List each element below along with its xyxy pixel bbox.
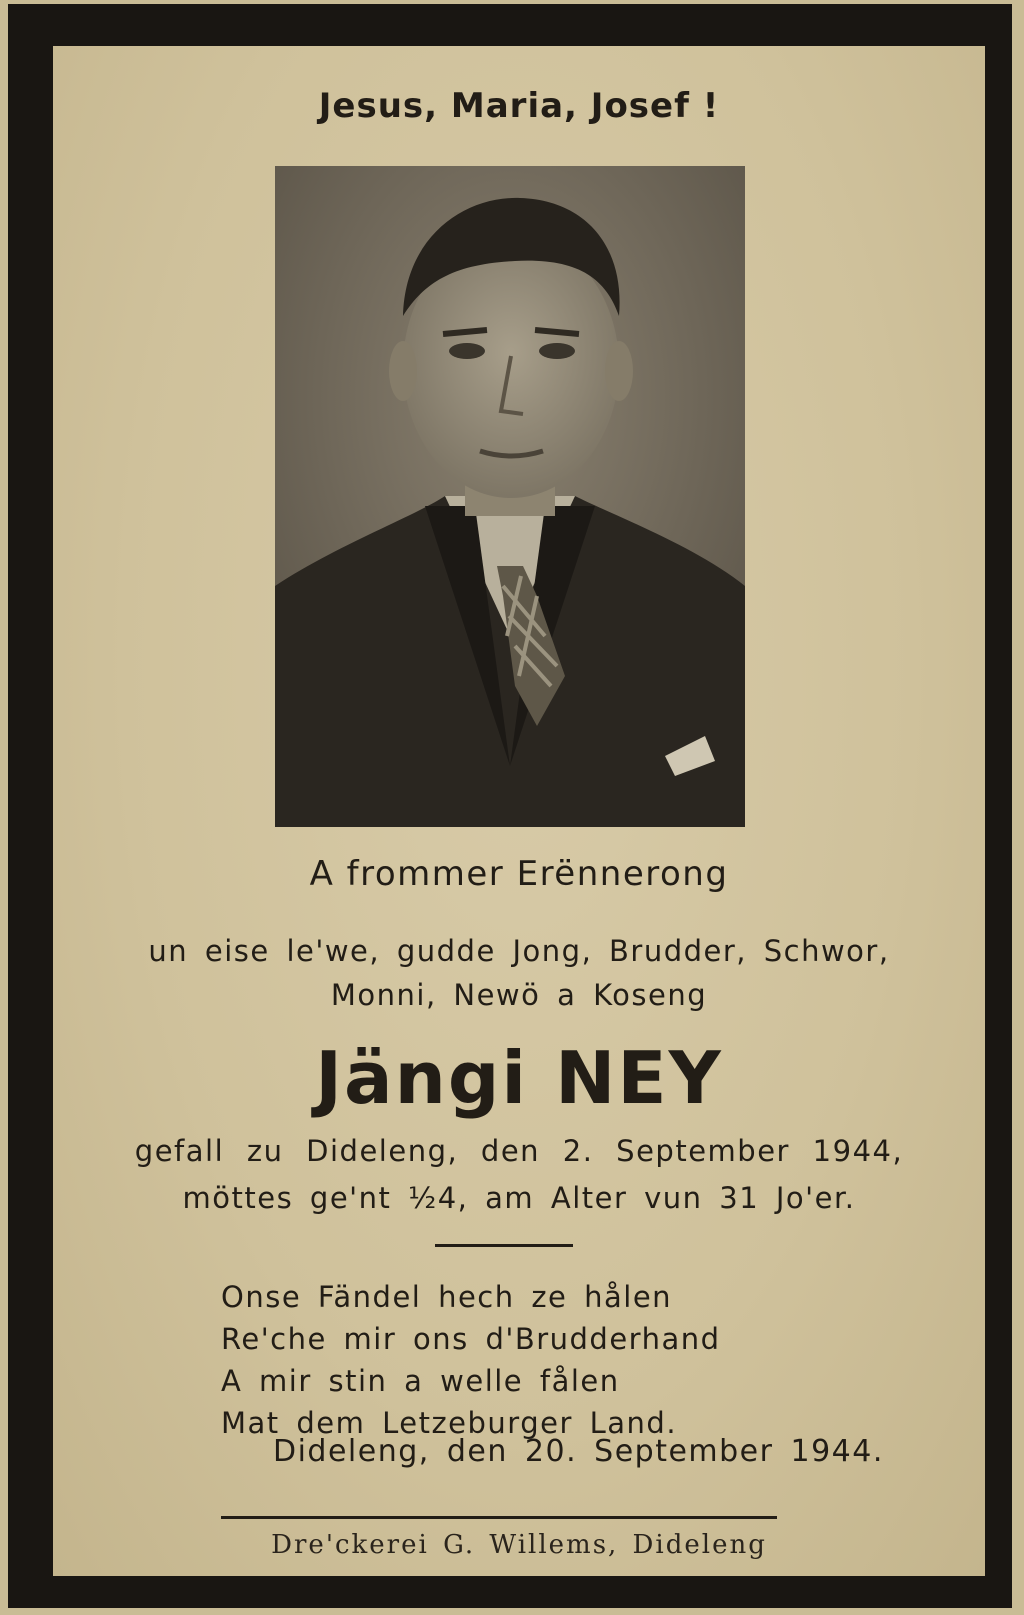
poem — [221, 1276, 721, 1444]
memorial-subtitle: A frommer Erënnerong — [309, 854, 729, 894]
card-heading: Jesus, Maria, Josef ! — [318, 86, 720, 126]
relations-line-1: un eise le'we, gudde Jong, Brudder, Schwor, — [148, 934, 890, 968]
poem-line: Re'che mir ons d'Brudderhand — [221, 1322, 721, 1356]
death-line-1: gefall zu Dideleng, den 2. September 1944, — [134, 1134, 904, 1168]
dateline: Dideleng, den 20. September 1944. — [273, 1434, 884, 1469]
portrait-photo — [275, 166, 745, 827]
divider-short — [435, 1244, 573, 1247]
relations-line-2: Monni, Newö a Koseng — [330, 978, 708, 1012]
printer-imprint: Dre'ckerei G. Willems, Dideleng — [271, 1530, 767, 1560]
divider-long — [221, 1516, 777, 1519]
poem-line: A mir stin a welle fålen — [221, 1364, 620, 1398]
poem-line: Onse Fändel hech ze hålen — [221, 1280, 673, 1314]
death-line-2: möttes ge'nt ½4, am Alter vun 31 Jo'er. — [182, 1181, 856, 1215]
deceased-name: Jängi NEY — [315, 1036, 723, 1120]
memorial-card — [53, 46, 985, 1576]
mourning-border — [8, 4, 1012, 1608]
poem-line: Mat dem Letzeburger Land. — [221, 1406, 678, 1440]
